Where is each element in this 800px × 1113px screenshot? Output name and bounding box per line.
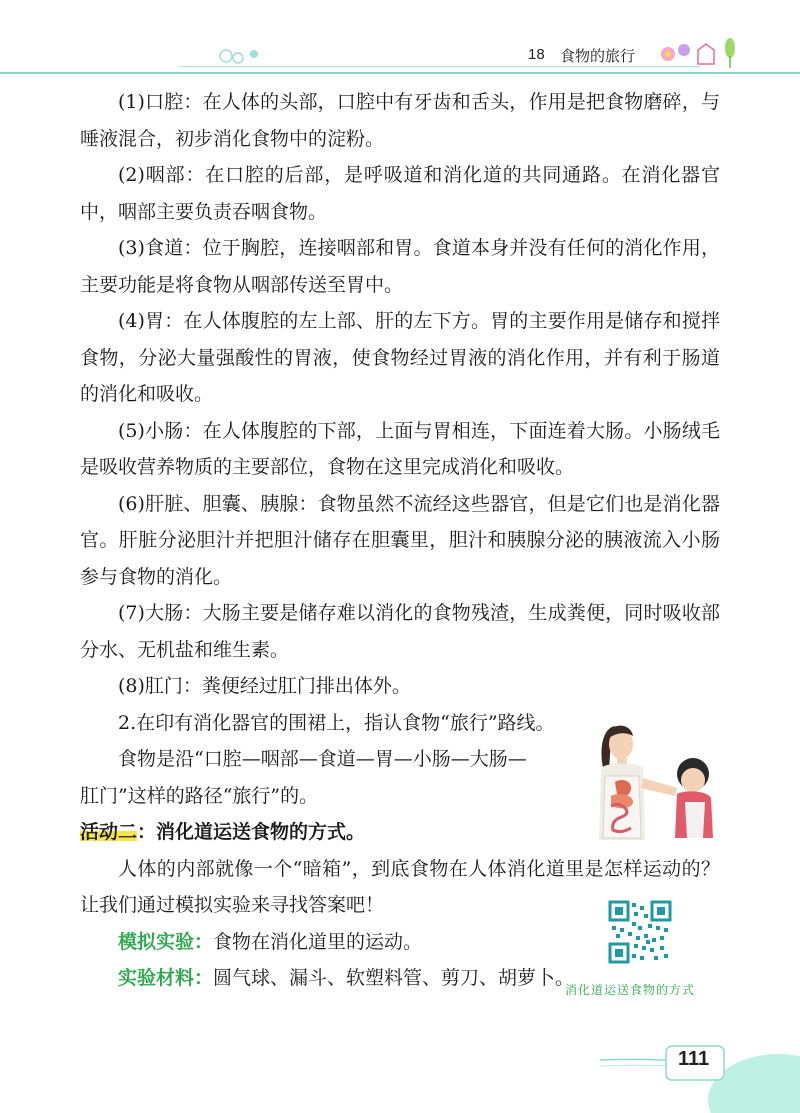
organ-text: 肝脏、胆囊、胰腺：食物虽然不流经这些器官，但是它们也是消化器官。肝脏分泌胆汁并把胆汁储存在胆囊里，胆汁和胰腺分泌的胰液流入小肠参与食物的消化。 <box>80 492 720 588</box>
organ-number: (4) <box>118 310 145 332</box>
organ-number: (3) <box>118 237 145 259</box>
organ-item <box>80 157 720 230</box>
organ-number: (8) <box>118 675 145 697</box>
chapter-number: 18 <box>528 46 545 63</box>
page-number: 111 <box>678 1048 710 1070</box>
step-2: 2.在印有消化器官的围裙上，指认食物“旅行”路线。 <box>118 711 555 734</box>
organ-text: 咽部：在口腔的后部，是呼吸道和消化道的共同通路。在消化器官中，咽部主要负责吞咽食物。 <box>80 164 720 223</box>
organ-number: (5) <box>118 419 145 442</box>
simulation-text: 食物在消化道里的运动。 <box>213 930 423 953</box>
organ-item <box>80 230 720 303</box>
organ-number: (1) <box>118 91 145 113</box>
organ-text: 胃：在人体腹腔的左上部、肝的左下方。胃的主要作用是储存和搅拌食物，分泌大量强酸性的胃液，使食物经过胃液的消化作用，并有利于肠道的消化和吸收。 <box>80 310 720 405</box>
header-rule <box>0 72 800 74</box>
activity-intro: 人体的内部就像一个“暗箱”，到底食物在人体消化道里是怎样运动的？让我们通过模拟实验来寻找答案吧！ <box>80 857 720 916</box>
activity-title-rest: ：消化道运送食物的方式。 <box>137 821 366 843</box>
simulation-label: 模拟实验： <box>118 930 214 953</box>
header-flowers-icon <box>654 30 744 72</box>
materials-text: 圆气球、漏斗、软塑料管、剪刀、胡萝卜。 <box>213 967 575 989</box>
organ-item <box>80 84 720 157</box>
materials-label: 实验材料： <box>118 967 214 989</box>
qr-code[interactable] <box>608 900 672 964</box>
apron-illustration <box>585 718 720 846</box>
chapter-title: 食物的旅行 <box>560 47 636 65</box>
route-line-1: 食物是沿“口腔—咽部—食道—胃—小肠—大肠— <box>118 748 527 770</box>
organ-item <box>80 486 720 596</box>
organ-number: (6) <box>118 492 145 515</box>
route-line-2: 肛门”这样的路径“旅行”的。 <box>80 784 319 807</box>
organ-text: 食道：位于胸腔，连接咽部和胃。食道本身并没有任何的消化作用，主要功能是将食物从咽部传送至胃中。 <box>80 237 720 296</box>
qr-caption: 消化道运送食物的方式 <box>565 983 696 997</box>
organ-item <box>80 595 720 668</box>
header-circles-decoration <box>218 44 278 68</box>
organ-text: 大肠：大肠主要是储存难以消化的食物残渣，生成粪便，同时吸收部分水、无机盐和维生素。 <box>80 602 720 661</box>
main-content <box>80 84 720 997</box>
organ-text: 口腔：在人体的头部，口腔中有牙齿和舌头，作用是把食物磨碎，与唾液混合，初步消化食物中的淀粉。 <box>80 91 720 150</box>
organ-item <box>80 303 720 413</box>
organ-item <box>80 413 720 486</box>
organ-number: (7) <box>118 602 145 624</box>
activity-title-highlight: 活动二 <box>80 821 138 843</box>
organ-text: 肛门：粪便经过肛门排出体外。 <box>144 675 411 697</box>
organ-text: 小肠：在人体腹腔的下部，上面与胃相连，下面连着大肠。小肠绒毛是吸收营养物质的主要部位，食物在这里完成消化和吸收。 <box>80 419 720 478</box>
organ-number: (2) <box>118 164 145 186</box>
organ-item <box>80 668 720 705</box>
